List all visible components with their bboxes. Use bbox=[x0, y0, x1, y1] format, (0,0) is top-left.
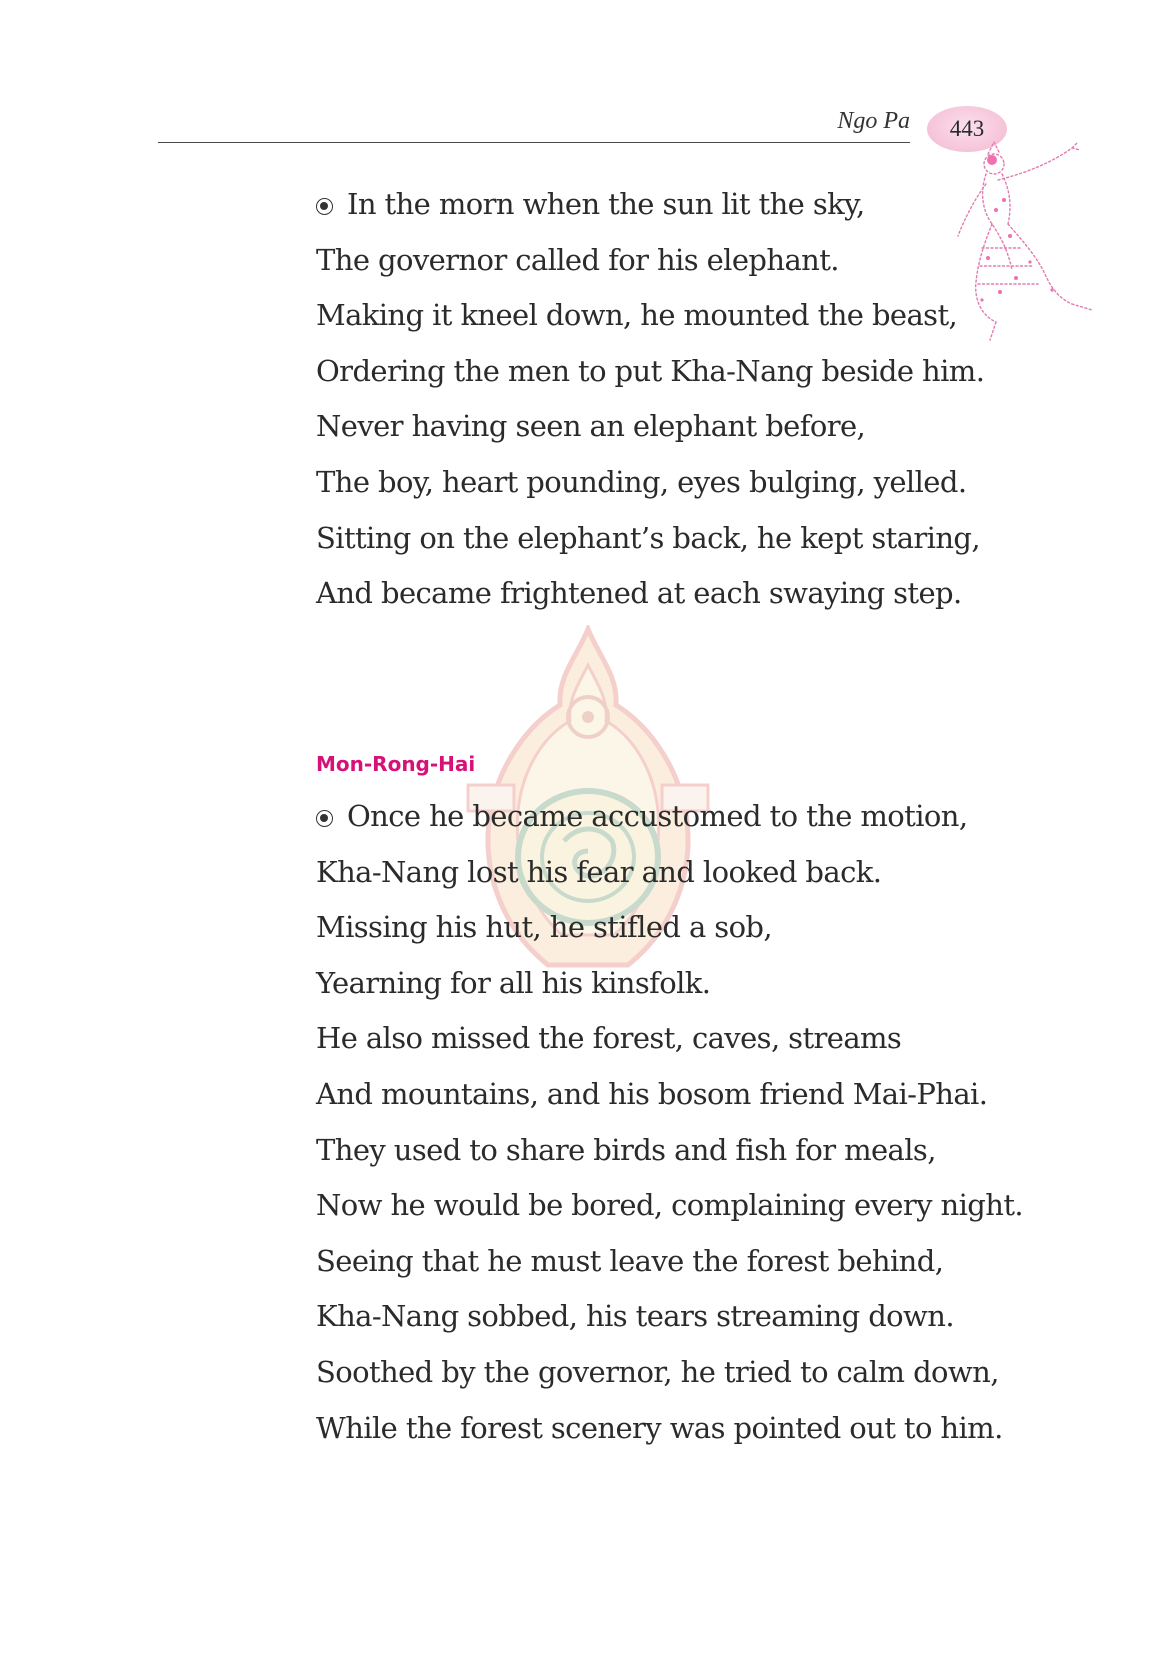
verse-line-text: In the morn when the sun lit the sky, bbox=[347, 187, 865, 221]
verse-line: Never having seen an elephant before, bbox=[316, 409, 866, 444]
verse-line: Kha-Nang lost his fear and looked back. bbox=[316, 854, 882, 889]
verse-line: Ordering the men to put Kha-Nang beside him. bbox=[316, 353, 985, 388]
verse-line: Soothed by the governor, he tried to calm down, bbox=[316, 1354, 999, 1389]
stanza-1 bbox=[316, 177, 984, 622]
verse-line: Sitting on the elephant’s back, he kept staring, bbox=[316, 520, 980, 555]
verse-line: And became frightened at each swaying step. bbox=[316, 576, 962, 611]
verse-line bbox=[316, 789, 1023, 845]
stanza-2 bbox=[316, 789, 1023, 1456]
header-rule bbox=[158, 142, 910, 143]
verse-line: Seeing that he must leave the forest behind, bbox=[316, 1243, 944, 1278]
verse-line-text: Once he became accustomed to the motion, bbox=[347, 799, 968, 833]
section-title: Mon-Rong-Hai bbox=[316, 752, 476, 776]
bullseye-icon bbox=[316, 810, 333, 827]
running-head: Ngo Pa bbox=[837, 108, 910, 134]
verse-line: He also missed the forest, caves, streams bbox=[316, 1021, 902, 1056]
verse-line: Yearning for all his kinsfolk. bbox=[316, 965, 711, 1000]
verse-line bbox=[316, 177, 984, 233]
verse-line: The boy, heart pounding, eyes bulging, yelled. bbox=[316, 464, 967, 499]
verse-line: While the forest scenery was pointed out to him. bbox=[316, 1410, 1003, 1445]
verse-line: And mountains, and his bosom friend Mai-Phai. bbox=[316, 1076, 988, 1111]
verse-line: Now he would be bored, complaining every night. bbox=[316, 1188, 1023, 1223]
verse-line: Kha-Nang sobbed, his tears streaming down. bbox=[316, 1299, 954, 1334]
verse-line: The governor called for his elephant. bbox=[316, 242, 839, 277]
verse-line: Making it kneel down, he mounted the beast, bbox=[316, 298, 958, 333]
page-number: 443 bbox=[949, 116, 985, 141]
verse-line: They used to share birds and fish for meals, bbox=[316, 1132, 936, 1167]
bullseye-icon bbox=[316, 198, 333, 215]
verse-line: Missing his hut, he stifled a sob, bbox=[316, 910, 773, 945]
